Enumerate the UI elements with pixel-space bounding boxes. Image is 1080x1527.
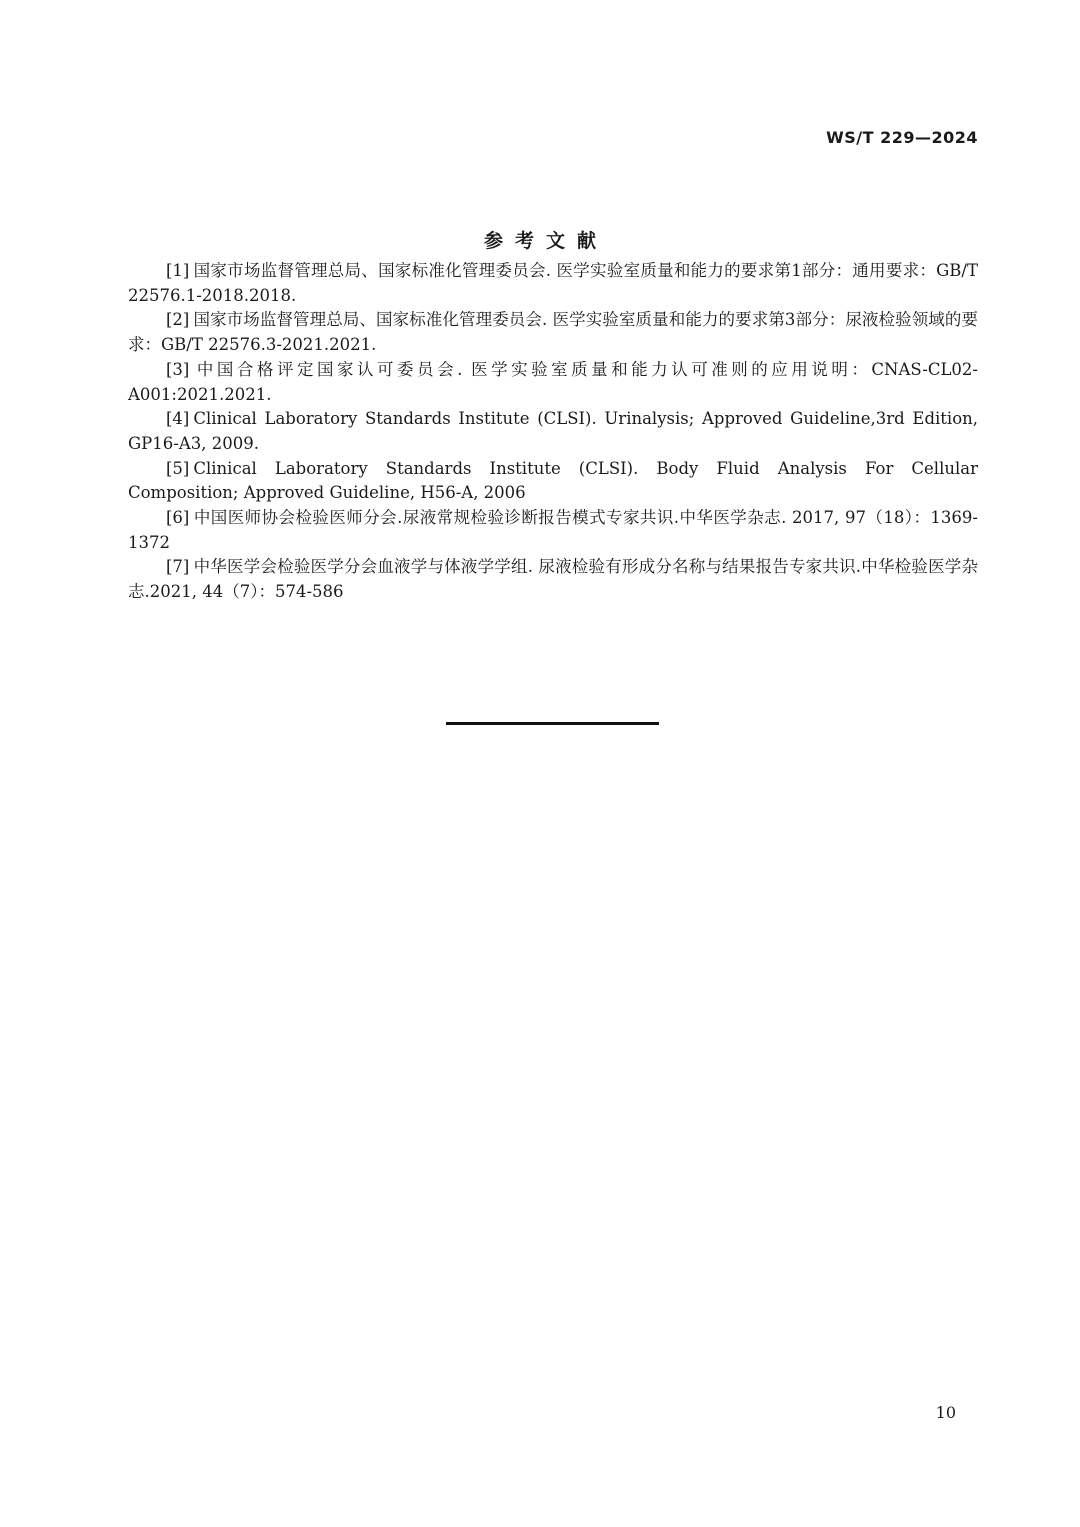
reference-text: Clinical Laboratory Standards Institute (CLSI). Urinalysis; Approved Guideline,3rd Edition, GP16-A3, 2009. — [128, 409, 978, 453]
reference-item — [128, 407, 978, 456]
reference-text: Clinical Laboratory Standards Institute (CLSI). Body Fluid Analysis For Cellular Composition; Approved Guideline, H56-A, 2006 — [128, 458, 978, 503]
reference-item — [128, 358, 978, 407]
reference-item — [128, 457, 978, 506]
reference-number: [5] — [166, 458, 190, 478]
reference-list — [128, 259, 978, 605]
reference-number: [7] — [166, 557, 190, 577]
reference-number: [6] — [166, 508, 190, 528]
reference-number: [3] — [166, 359, 190, 379]
reference-number: [4] — [166, 409, 190, 429]
reference-item — [128, 506, 978, 555]
reference-item — [128, 259, 978, 308]
reference-text: 国家市场监督管理总局、国家标准化管理委员会. 医学实验室质量和能力的要求第1部分：通用要求：GB/T 22576.1-2018.2018. — [128, 261, 978, 305]
reference-text: 中国医师协会检验医师分会.尿液常规检验诊断报告模式专家共识.中华医学杂志. 2017, 97（18）：1369-1372 — [128, 508, 978, 552]
reference-number: [1] — [166, 261, 190, 280]
reference-text: 国家市场监督管理总局、国家标准化管理委员会. 医学实验室质量和能力的要求第3部分：尿液检验领域的要求：GB/T 22576.3-2021.2021. — [128, 310, 978, 355]
document-code: WS/T 229—2024 — [826, 128, 978, 147]
page-number: 10 — [935, 1403, 956, 1422]
reference-text: 中华医学会检验医学分会血液学与体液学学组. 尿液检验有形成分名称与结果报告专家共识.中华检验医学杂志.2021, 44（7）：574-586 — [128, 557, 978, 602]
section-title: 参考文献 — [483, 230, 608, 252]
end-of-document-rule — [446, 722, 659, 725]
reference-item — [128, 555, 978, 604]
reference-text: 中国合格评定国家认可委员会. 医学实验室质量和能力认可准则的应用说明：CNAS-CL02-A001:2021.2021. — [128, 359, 978, 404]
reference-number: [2] — [166, 310, 190, 330]
reference-item — [128, 308, 978, 357]
